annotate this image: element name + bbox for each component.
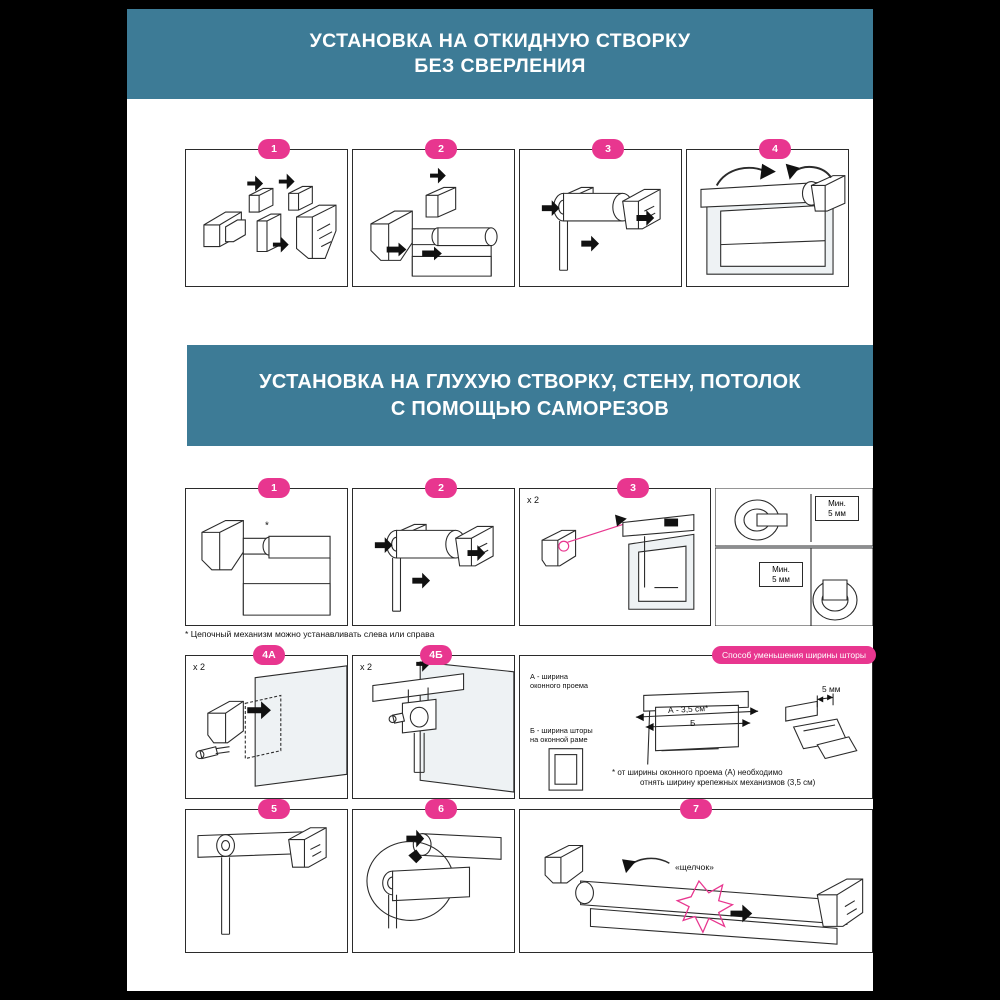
- width-note-line2: отнять ширину крепежных механизмов (3,5 см): [640, 778, 816, 787]
- click-label-text: «щелчок»: [675, 862, 714, 872]
- min-gap-1-line2: 5 мм: [828, 508, 846, 518]
- s1-step-4-number: 4: [772, 143, 778, 155]
- s2-step-2-number: 2: [438, 482, 444, 494]
- s2-step-1-number: 1: [271, 482, 277, 494]
- dim-label-a-text: А - 3,5 см*: [667, 702, 709, 716]
- s2-step-4a-number: 4А: [262, 649, 276, 661]
- s2-step-5-panel: [185, 809, 348, 953]
- width-note-line1: * от ширины оконного проема (А) необходимо: [612, 768, 783, 777]
- s2-step-4b-qty-text: х 2: [360, 662, 373, 672]
- s1-step-1-badge: [258, 139, 290, 159]
- title-mid-line2: С ПОМОЩЬЮ САМОРЕЗОВ: [390, 397, 670, 420]
- mm-label: [822, 684, 841, 695]
- s2-step-6-drawing: [353, 810, 514, 952]
- s2-min-gap-panel: [715, 488, 873, 626]
- s1-step-3-panel: [519, 149, 682, 287]
- s2-step-4b-qty: [360, 662, 372, 673]
- s2-step-7-number: 7: [693, 803, 699, 815]
- instruction-sheet: [127, 9, 873, 991]
- s2-step-4b-number: 4Б: [429, 649, 443, 661]
- s1-step-4-drawing: [687, 150, 848, 286]
- s1-step-4-badge: [759, 139, 791, 159]
- s2-step-5-badge: [258, 799, 290, 819]
- s1-step-1-number: 1: [271, 143, 277, 155]
- dim-label-b-text: Б: [690, 718, 696, 728]
- s1-step-2-badge: [425, 139, 457, 159]
- s2-step-4b-drawing: [353, 656, 514, 798]
- min-gap-label-2: [759, 562, 803, 587]
- s2-step-1-drawing: [186, 489, 347, 625]
- s2-step-6-number: 6: [438, 803, 444, 815]
- s2-step-6-badge: [425, 799, 457, 819]
- label-b-line2: на оконной раме: [530, 735, 588, 745]
- s2-step-7-drawing: [520, 810, 872, 952]
- s2-step-2-panel: [352, 488, 515, 626]
- label-b-line1: Б - ширина шторы: [530, 726, 593, 735]
- s2-step-6-panel: [352, 809, 515, 953]
- svg-text:*: *: [265, 520, 269, 532]
- s2-step-4a-drawing: [186, 656, 347, 798]
- s2-step-4b-badge: [420, 645, 452, 665]
- s1-step-2-number: 2: [438, 143, 444, 155]
- label-b-width: [530, 726, 593, 745]
- s1-step-2-panel: [352, 149, 515, 287]
- min-gap-2-line1: Мин.: [772, 565, 790, 574]
- s2-step-4a-badge: [253, 645, 285, 665]
- label-a-line1: А - ширина: [530, 672, 568, 681]
- s2-step-5-drawing: [186, 810, 347, 952]
- s2-step-7-badge: [680, 799, 712, 819]
- s1-step-3-badge: [592, 139, 624, 159]
- label-a-line2: оконного проема: [530, 681, 589, 691]
- s2-step-4a-qty: [193, 662, 205, 673]
- min-gap-label-1: [815, 496, 859, 521]
- s2-step-3-badge: [617, 478, 649, 498]
- label-a-width: [530, 672, 588, 691]
- footnote-chain-text: * Цепочный механизм можно устанавливать слева или справа: [185, 629, 435, 639]
- s2-step-3-qty: [527, 495, 539, 506]
- s1-step-2-drawing: [353, 150, 514, 286]
- dim-label-b: [690, 718, 696, 729]
- s2-step-2-badge: [425, 478, 457, 498]
- width-reduction-panel: [519, 655, 873, 799]
- footnote-chain: [185, 629, 434, 639]
- s2-step-3-panel: [519, 488, 711, 626]
- s2-step-4a-panel: [185, 655, 348, 799]
- s1-step-1-drawing: [186, 150, 347, 286]
- section-header-mid-text: [259, 369, 801, 423]
- title-top-line1: УСТАНОВКА НА ОТКИДНУЮ СТВОРКУ: [309, 29, 691, 52]
- s1-step-1-panel: [185, 149, 348, 287]
- click-label: [675, 862, 714, 873]
- s2-step-4b-panel: [352, 655, 515, 799]
- section-header-top: [127, 9, 873, 99]
- mm-label-text: 5 мм: [822, 684, 841, 694]
- min-gap-2-line2: 5 мм: [772, 574, 790, 584]
- s2-step-3-qty-text: х 2: [527, 495, 540, 505]
- dim-label-a: [668, 703, 709, 716]
- s2-step-7-panel: [519, 809, 873, 953]
- s2-step-1-badge: [258, 478, 290, 498]
- s2-step-3-number: 3: [630, 482, 636, 494]
- s2-step-2-drawing: [353, 489, 514, 625]
- s2-step-4a-qty-text: х 2: [193, 662, 206, 672]
- s2-step-5-number: 5: [271, 803, 277, 815]
- width-reduction-pill: [712, 646, 876, 664]
- title-mid-line1: УСТАНОВКА НА ГЛУХУЮ СТВОРКУ, СТЕНУ, ПОТОЛОК: [259, 370, 801, 393]
- s1-step-3-number: 3: [605, 143, 611, 155]
- section-header-top-text: [310, 29, 691, 80]
- min-gap-1-line1: Мин.: [828, 499, 846, 508]
- s2-step-3-drawing: [520, 489, 710, 625]
- s1-step-3-drawing: [520, 150, 681, 286]
- s1-step-4-panel: [686, 149, 849, 287]
- section-header-mid: [187, 345, 873, 446]
- width-reduction-pill-text: Способ уменьшения ширины шторы: [722, 650, 866, 660]
- s2-step-1-panel: [185, 488, 348, 626]
- width-note: [612, 768, 815, 788]
- title-top-line2: БЕЗ СВЕРЛЕНИЯ: [414, 55, 586, 77]
